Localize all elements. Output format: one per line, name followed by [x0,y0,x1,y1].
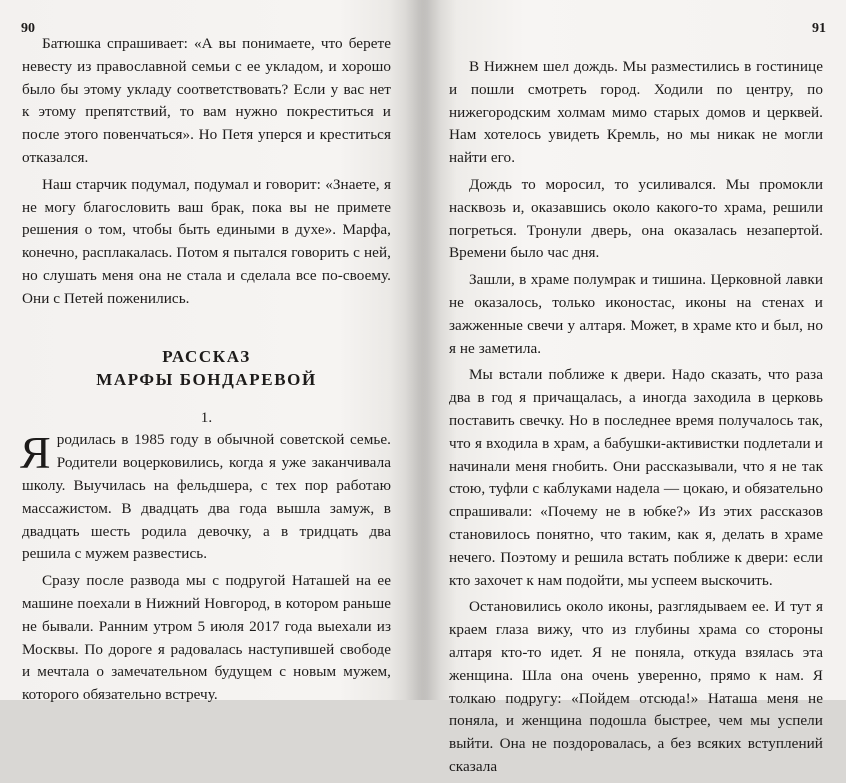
paragraph: В Нижнем шел дождь. Мы разместились в гостинице и пошли смотреть город. Ходили по центру, по нижегородским холмам мимо старых домов и церквей. Нам хотелось увидеть Кремль, но мы никак не могли найти его. [449,58,823,167]
right-page-text [449,56,823,783]
page-number-left: 90 [21,21,35,36]
section-number: 1. [200,408,213,426]
left-page-text [22,33,391,711]
left-page [0,0,420,704]
page-number-right: 91 [812,21,826,36]
paragraph: Остановились около иконы, разглядываем ее. И тут я краем глаза вижу, что из глубины храма со стороны алтаря кто-то идет. Я не поняла, откуда взялась эта женщина. Шла она очень уверенно, прямо к нам. Я толкаю подругу: «Пойдем отсюда!» Наташа меня не поняла, и женщина подошла быстрее, чем мы успели выйти. Она не поздоровалась, а без всяких вступлений сказала [449,598,823,775]
paragraph: Зашли, в храме полумрак и тишина. Церковной лавки не оказалось, только иконостас, иконы на стенах и зажженные свечи у алтаря. Может, в храме кто и был, но я не заметила. [449,271,823,357]
paragraph: Наш старчик подумал, подумал и говорит: «Знаете, я не могу благословить ваш брак, пока вы не примете решения о том, чтобы быть едиными в духе». Марфа, конечно, расплакалась. Потом я пытался говорить с ней, но слушать меня она не стала и сделала все по-своему. Они с Петей поженились. [22,175,391,307]
dropcap-letter: Я [20,427,51,479]
paragraph: Дождь то моросил, то усиливался. Мы промокли насквозь и, оказавшись около какого-то храма, решили погреться. Тронули дверь, она оказалась незапертой. Времени было час дня. [449,175,823,262]
paragraph: Мы встали поближе к двери. Надо сказать, что раза два в год я причащалась, а иногда заходила в церковь поставить свечку. Но в последнее время получалось так, что я входила в храм, а бабушки-активистки подлетали и начинали меня гнобить. Они рассказывали, что я не так стою, туфли с каблуками надела — цокаю, и обязательно спрашивали: «Почему не в юбке?» Из этих рассказов становилось понятно, что таким, как я, делать в храме нечего. Поэтому и решила встать поближе к двери: если кто захочет к нам подойти, мы успеем выскочить. [449,366,823,589]
chapter-heading-line2: МАРФЫ БОНДАРЕВОЙ [96,369,317,389]
paragraph: Батюшка спрашивает: «А вы понимаете, что берете невесту из православной семьи с ее укладом, и хорошо было бы этому укладу соответствовать? Если у вас нет к этому препятствий, то вам нужно покреститься и после этого повенчаться». Но Петя уперся и креститься отказался. [22,35,391,166]
dropcap-paragraph [22,429,391,566]
paragraph: Сразу после развода мы с подругой Наташей на ее машине поехали в Нижний Новгород, в котором раньше не бывали. Ранним утром 5 июля 2017 года выехали из Москвы. По дороге я радовалась наступившей свободе и мечтала о замечательном будущем с новым мужем, которого обязательно встречу. [22,572,391,704]
chapter-heading-line1: РАССКАЗ [162,346,251,366]
chapter-heading [22,345,391,391]
right-page [426,0,846,775]
dropcap-paragraph-text: родилась в 1985 году в обычной советской семье. Родители воцерковились, когда я уже заканчивала школу. Выучилась на фельдшера, с тех пор работаю массажистом. В двадцать два года вышла замуж, в двадцать шесть родила девочку, а в тридцать два решила с мужем развестись. [22,431,391,563]
